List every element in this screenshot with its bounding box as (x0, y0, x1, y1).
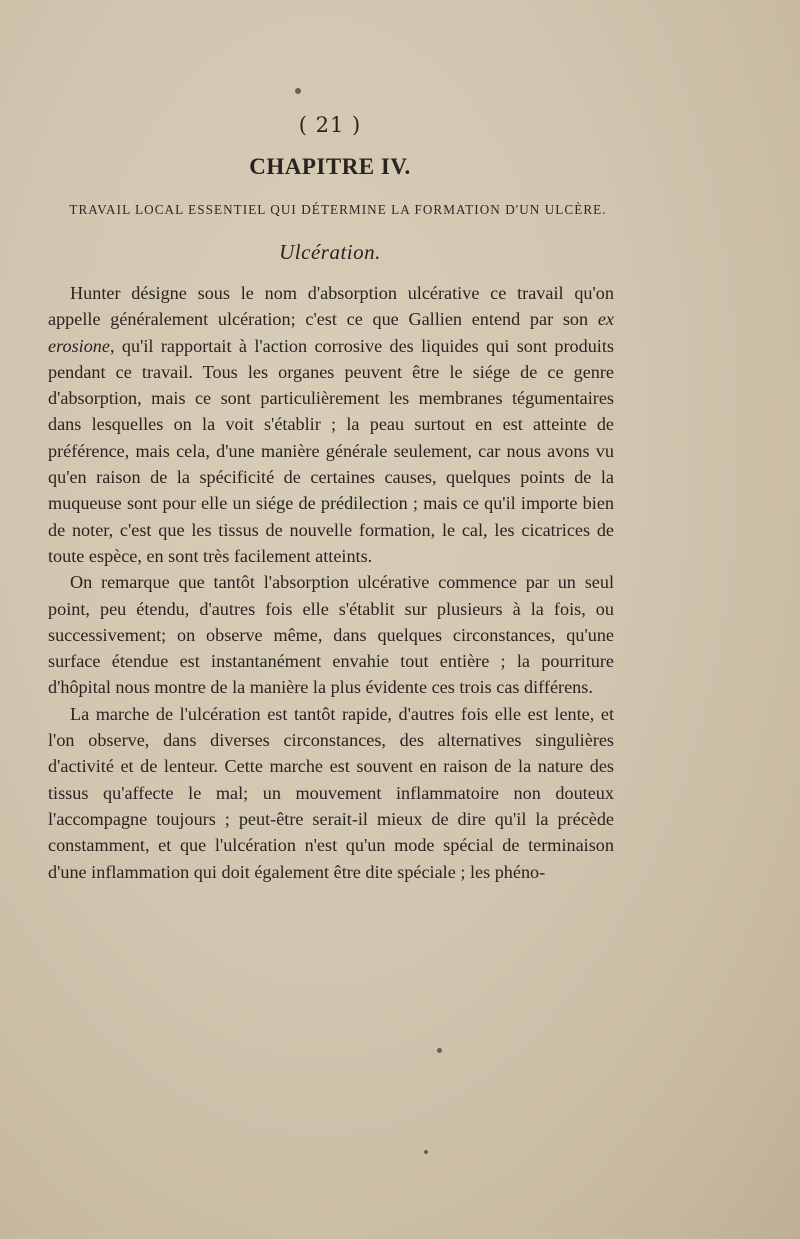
paragraph-3: La marche de l'ulcération est tantôt rapide, d'autres fois elle est lente, et l'on observe, dans diverses circonstances, des alternatives singulières d'activité et de lenteur. Cette marche est souvent en raison de la nature des tissus qu'affecte le mal; un mouvement inflammatoire non douteux l'accompagne toujours ; peut-être serait-il mieux de dire qu'il la précède constamment, et que l'ulcération n'est qu'un mode spécial de terminaison d'une inflammation qui doit également être dite spéciale ; les phéno- (48, 703, 614, 882)
ink-speck (437, 1048, 442, 1053)
paragraph-1-text-a: Hunter désigne sous le nom d'absorption ulcérative ce travail qu'on appelle généralement ulcération; c'est ce que Gallien entend par son (48, 283, 614, 330)
body-text (48, 280, 614, 885)
section-title: Ulcération. (279, 240, 381, 264)
paragraph-1 (48, 280, 614, 569)
ink-speck (424, 1150, 428, 1154)
paragraph-2: On remarque que tantôt l'absorption ulcérative commence par un seul point, peu étendu, d'autres fois elle s'établit sur plusieurs à la fois, ou successivement; on observe même, dans quelques circonstances, qu'une surface étendue est instantanément envahie tout entière ; la pourriture d'hôpital nous montre de la manière la plus évidente ces trois cas différens. (48, 572, 614, 698)
chapter-subtitle: TRAVAIL LOCAL ESSENTIEL QUI DÉTERMINE LA FORMATION D'UN ULCÈRE. (69, 202, 607, 217)
chapter-title: CHAPITRE IV. (249, 154, 411, 179)
page-number: ( 21 ) (298, 113, 362, 137)
ink-speck (295, 88, 301, 94)
paragraph-1-text-b: , qu'il rapportait à l'action corrosive des liquides qui sont produits pendant ce travail. Tous les organes peuvent être le siége de ce genre d'absorption, mais ce sont particulièrement les membranes tégumentaires dans lesquelles on la voit s'établir ; la peau surtout en est atteinte de préférence, mais cela, d'une manière générale seulement, car nous avons vu qu'en raison de la spécificité de certaines causes, quelques points de la muqueuse sont pour elle un siége de prédilection ; mais ce qu'il importe bien de noter, c'est que les tissus de nouvelle formation, le cal, les cicatrices de toute espèce, en sont très facilement atteints. (48, 335, 614, 566)
paragraph-1-italic: ex erosione (48, 309, 614, 356)
